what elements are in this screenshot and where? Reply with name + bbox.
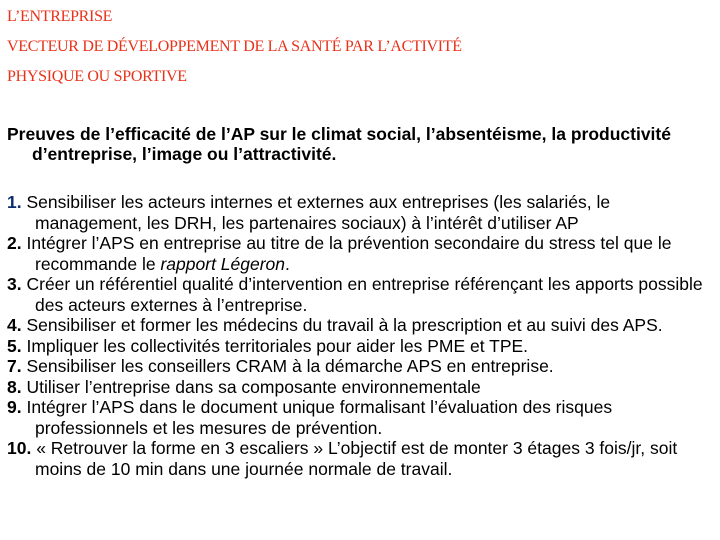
item-text: Créer un référentiel qualité d’intervention en entreprise référençant les apports possible des acteurs externes à l’entreprise. <box>26 274 703 315</box>
item-text: Sensibiliser les acteurs internes et externes aux entreprises (les salariés, le management, les DRH, les partenaires sociaux) à l’intérêt d’utiliser AP <box>26 192 611 233</box>
item-number: 9. <box>7 397 22 417</box>
list-item <box>7 336 713 357</box>
item-italic-text: rapport Légeron <box>160 253 286 274</box>
item-number: 7. <box>7 356 22 376</box>
item-text: Impliquer les collectivités territoriales pour aider les PME et TPE. <box>26 335 529 356</box>
list-item <box>7 356 713 377</box>
list-item <box>7 233 713 274</box>
item-text: Utiliser l’entreprise dans sa composante environnementale <box>26 376 481 397</box>
item-number: 5. <box>7 335 22 356</box>
list-item <box>7 192 713 233</box>
item-number: 1. <box>7 192 22 212</box>
list-item <box>7 438 713 479</box>
list-item <box>7 397 713 438</box>
item-text: Sensibiliser et former les médecins du travail à la prescription et au suivi des APS. <box>26 315 663 335</box>
item-text-end: . <box>285 253 290 274</box>
list-item <box>7 315 713 336</box>
title-line-1: L’ENTREPRISE <box>7 8 113 25</box>
item-number: 3. <box>7 274 22 294</box>
item-text: Intégrer l’APS dans le document unique formalisant l’évaluation des risques professionnels et les mesures de prévention. <box>26 397 613 438</box>
slide-title <box>7 2 707 92</box>
title-line-2: VECTEUR DE DÉVELOPPEMENT DE LA SANTÉ PAR L’ACTIVITÉ <box>7 38 462 55</box>
item-number: 8. <box>7 376 22 397</box>
item-text: Intégrer l’APS en entreprise au titre de la prévention secondaire du stress tel que le recommande le <box>26 233 672 274</box>
list-item <box>7 377 713 398</box>
recommendations-list <box>7 192 713 479</box>
intro-text: Preuves de l’efficacité de l’AP sur le climat social, l’absentéisme, la productivité d’entreprise, l’image ou l’attractivité. <box>7 124 671 164</box>
title-line-3: PHYSIQUE OU SPORTIVE <box>7 68 187 85</box>
item-number: 10. <box>7 438 32 458</box>
item-number: 4. <box>7 315 22 335</box>
item-text: « Retrouver la forme en 3 escaliers » L’objectif est de monter 3 étages 3 fois/jr, soit moins de 10 min dans une journée normale de travail. <box>35 438 678 479</box>
item-text: Sensibiliser les conseillers CRAM à la démarche APS en entreprise. <box>26 356 554 376</box>
item-number: 2. <box>7 233 22 253</box>
list-item <box>7 274 713 315</box>
